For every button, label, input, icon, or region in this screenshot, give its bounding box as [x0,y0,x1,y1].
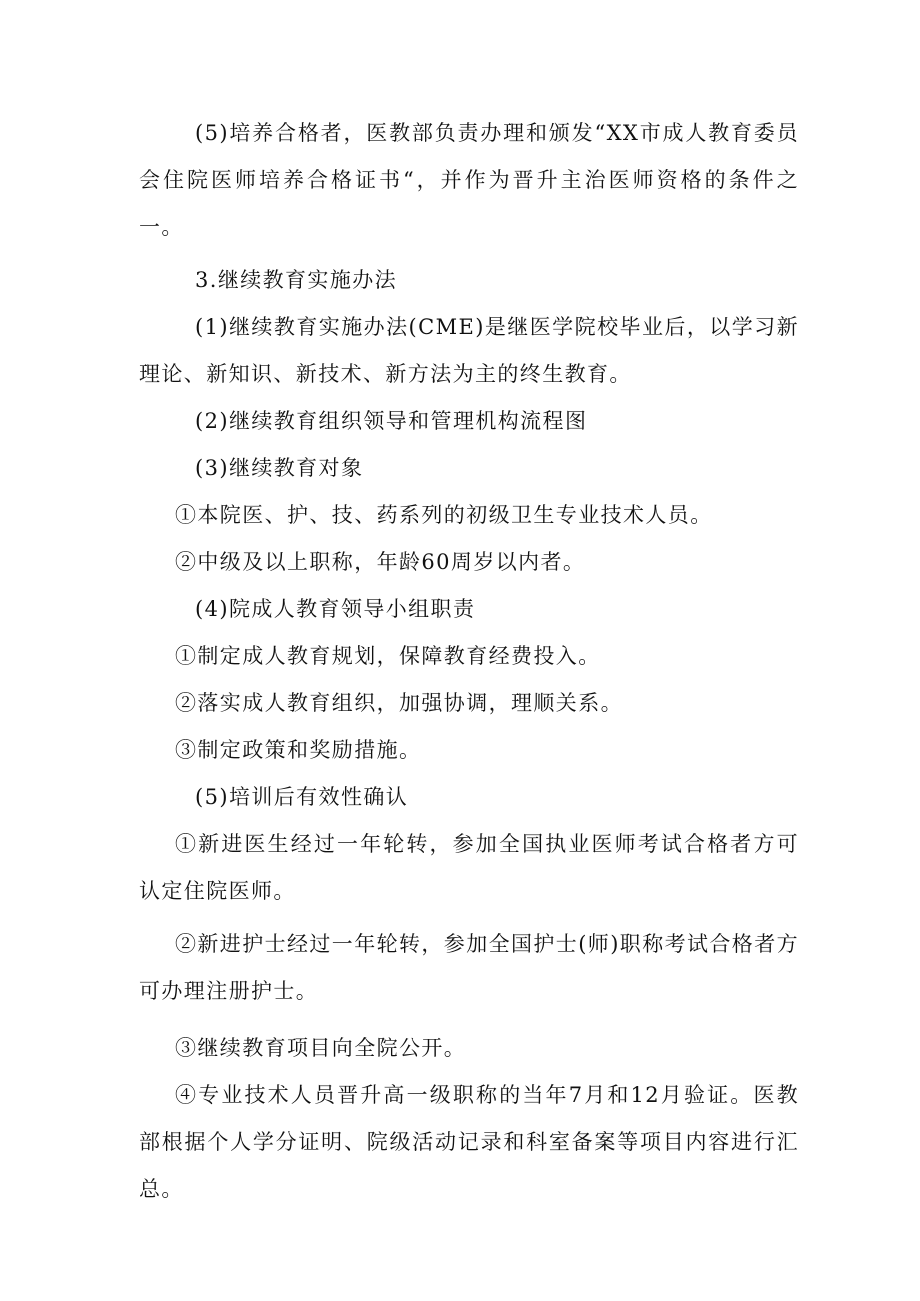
paragraph-leadership-duties: (4)院成人教育领导小组职责 [195,597,476,621]
list-item-target-2: ②中级及以上职称，年龄60周岁以内者。 [175,550,586,574]
list-item-target-1: ①本院医、护、技、药系列的初级卫生专业技术人员。 [175,503,713,527]
paragraph-organization-flowchart: (2)继续教育组织领导和管理机构流程图 [195,409,588,433]
heading-continuing-education-methods: 3.继续教育实施办法 [195,268,398,292]
list-item-duty-2: ②落实成人教育组织，加强协调，理顺关系。 [175,691,623,715]
paragraph-education-targets: (3)继续教育对象 [195,456,364,480]
list-item-duty-3: ③制定政策和奖励措施。 [175,738,422,762]
list-item-confirm-3: ③继续教育项目向全院公开。 [175,1036,467,1060]
list-item-confirm-4: ④专业技术人员晋升高一级职称的当年7月和12月验证。医教部根据个人学分证明、院级活动记录和科室备案等项目内容进行汇总。 [139,1083,799,1201]
list-item-confirm-2: ②新进护士经过一年轮转，参加全国护士(师)职称考试合格者方可办理注册护士。 [139,932,799,1003]
paragraph-training-qualified: (5)培养合格者，医教部负责办理和颁发“XX市成人教育委员会住院医师培养合格证书“，并作为晋升主治医师资格的条件之一。 [139,121,799,239]
list-item-confirm-1: ①新进医生经过一年轮转，参加全国执业医师考试合格者方可认定住院医师。 [139,832,799,903]
paragraph-cme-definition: (1)继续教育实施办法(CME)是继医学院校毕业后，以学习新理论、新知识、新技术、新方法为主的终生教育。 [139,315,799,386]
list-item-duty-1: ①制定成人教育规划，保障教育经费投入。 [175,644,601,668]
document-body [139,110,799,1213]
paragraph-effectiveness-confirmation: (5)培训后有效性确认 [195,785,409,809]
